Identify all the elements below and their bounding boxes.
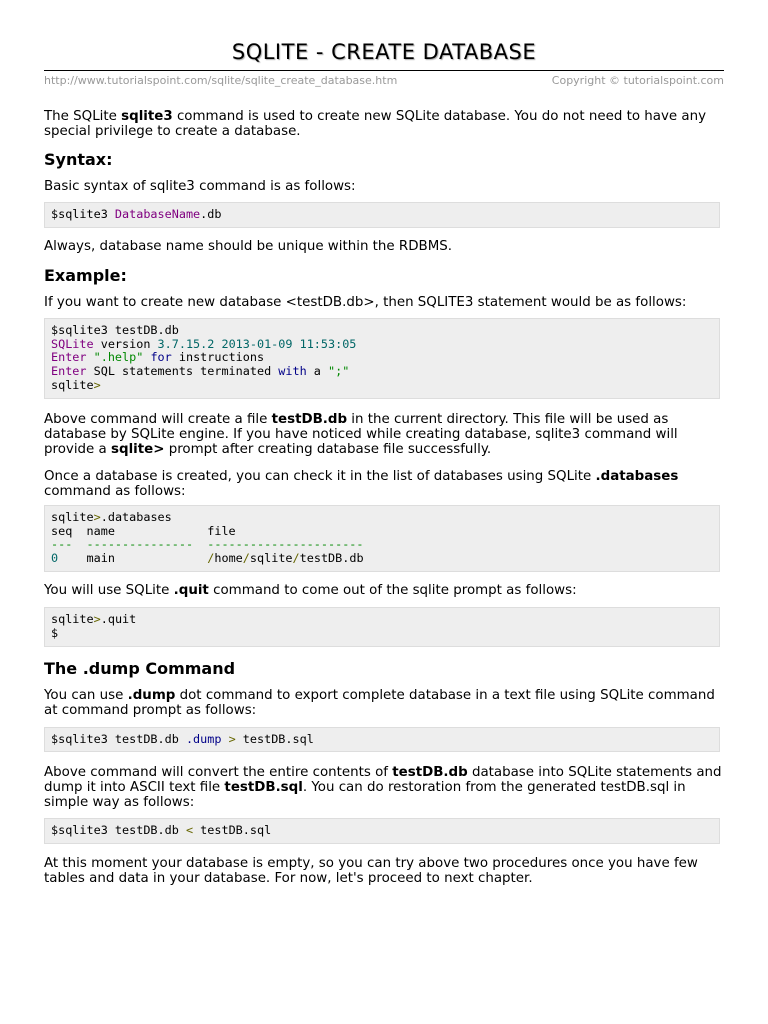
header-rule <box>44 70 724 71</box>
copyright: Copyright © tutorialspoint.com <box>551 74 724 87</box>
example-code-block: $sqlite3 testDB.db SQLite version 3.7.15.2 2013-01-09 11:53:05 Enter ".help" for instructions Enter SQL statements terminated with a ";" sqlite> <box>44 318 720 399</box>
closing-paragraph: At this moment your database is empty, so you can try above two procedures once you have few tables and data in your database. For now, let's proceed to next chapter. <box>44 856 698 887</box>
quit-code-block: sqlite>.quit $ <box>44 607 720 647</box>
syntax-description: Basic syntax of sqlite3 command is as follows: <box>44 179 356 194</box>
syntax-code-block: $sqlite3 DatabaseName.db <box>44 202 720 228</box>
restore-paragraph: Above command will convert the entire contents of testDB.db database into SQLite statements and dump it into ASCII text file testDB.sql. You can do restoration from the generated testDB.sql in simple way as follows: <box>44 765 722 811</box>
document-page <box>44 38 724 886</box>
dump-heading: The .dump Command <box>44 658 236 678</box>
syntax-note: Always, database name should be unique within the RDBMS. <box>44 238 453 254</box>
dump-paragraph: You can use .dump dot command to export complete database in a text file using SQLite command at command prompt as follows: <box>44 687 715 718</box>
databases-paragraph: Once a database is created, you can check it in the list of databases using SQLite .databases command as follows: <box>44 468 679 499</box>
quit-paragraph: You will use SQLite .quit command to come out of the sqlite prompt as follows: <box>44 582 577 598</box>
databases-code-block: sqlite>.databases seq name file --- --------------- ---------------------- 0 main /home/sqlite/testDB.db <box>44 505 720 572</box>
source-url: http://www.tutorialspoint.com/sqlite/sqlite_create_database.htm <box>44 74 398 87</box>
example-description: If you want to create new database <testDB.db>, then SQLITE3 statement would be as follows: <box>44 294 687 310</box>
page-title: SQLITE - CREATE DATABASE <box>231 40 537 64</box>
example-heading: Example: <box>44 265 127 285</box>
syntax-heading: Syntax: <box>44 150 113 169</box>
dump-code-block: $sqlite3 testDB.db .dump > testDB.sql <box>44 727 720 753</box>
restore-code-block: $sqlite3 testDB.db < testDB.sql <box>44 818 720 844</box>
header-meta <box>44 74 724 90</box>
intro-paragraph: The SQLite sqlite3 command is used to create new SQLite database. You do not need to have any special privilege to create a database. <box>44 109 707 139</box>
create-explanation: Above command will create a file testDB.db in the current directory. This file will be used as database by SQLite engine. If you have noticed while creating database, sqlite3 command will provide a sqlite> prompt after creating database file successfully. <box>44 411 678 457</box>
